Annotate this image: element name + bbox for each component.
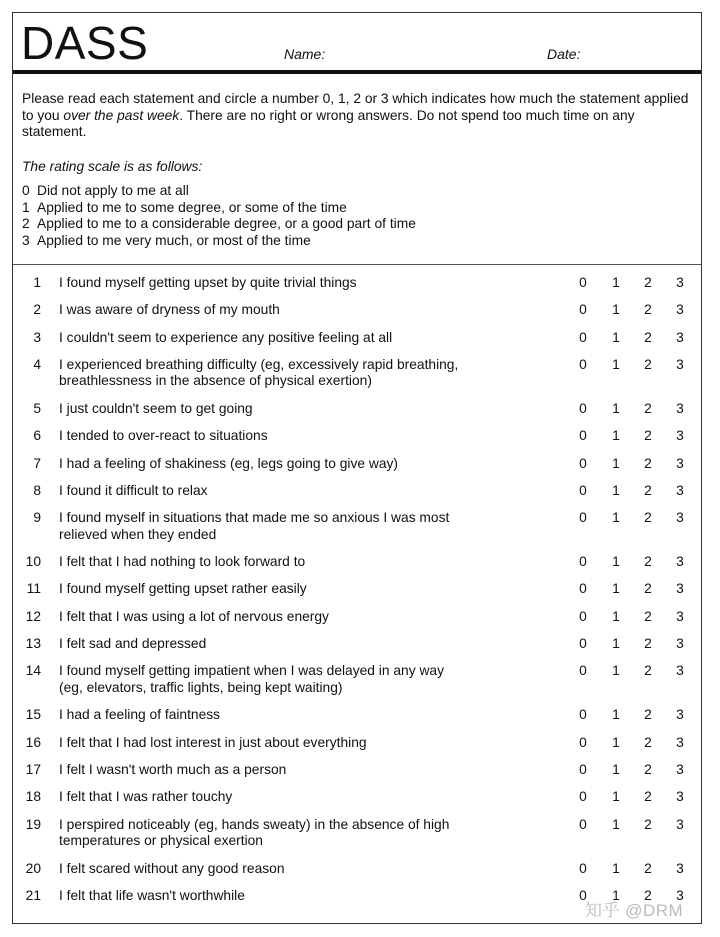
rating-option-2[interactable]: 2 (644, 761, 652, 777)
form-header (13, 13, 701, 71)
rating-option-2[interactable]: 2 (644, 707, 652, 723)
statement-line: I felt scared without any good reason (59, 860, 285, 876)
rating-option-1[interactable]: 1 (612, 887, 620, 903)
scale-number: 2 (22, 216, 30, 231)
rating-option-1[interactable]: 1 (612, 428, 620, 444)
rating-option-0[interactable]: 0 (579, 734, 587, 750)
section-divider (13, 264, 701, 265)
statement-text (59, 401, 499, 418)
statement-line: I perspired noticeably (eg, hands sweaty) in the absence of high (59, 816, 450, 832)
statement-number: 19 (25, 816, 41, 832)
rating-option-1[interactable]: 1 (612, 734, 620, 750)
rating-option-2[interactable]: 2 (644, 275, 652, 290)
statement-line: temperatures or physical exertion (59, 833, 263, 848)
rating-option-0[interactable]: 0 (579, 707, 587, 723)
rating-option-2[interactable]: 2 (644, 554, 652, 570)
rating-option-3[interactable]: 3 (676, 554, 684, 570)
rating-option-0[interactable]: 0 (579, 608, 587, 624)
instructions-part-2: . There are no right or wrong answers. Do not spend too much time on any statement. (22, 107, 635, 139)
statement-number: 2 (33, 302, 41, 318)
rating-option-0[interactable]: 0 (579, 887, 587, 903)
rating-option-3[interactable]: 3 (676, 329, 684, 345)
statement-text (59, 483, 499, 500)
rating-scale-list (22, 183, 694, 249)
scale-row (22, 233, 694, 250)
rating-option-0[interactable]: 0 (579, 510, 587, 526)
rating-option-0[interactable]: 0 (579, 761, 587, 777)
rating-option-0[interactable]: 0 (579, 356, 587, 372)
rating-option-2[interactable]: 2 (644, 400, 652, 416)
statement-text (59, 275, 499, 292)
statement-line: I felt that I was using a lot of nervous energy (59, 608, 329, 624)
scale-text: Applied to me to some degree, or some of the time (37, 199, 347, 215)
rating-option-2[interactable]: 2 (644, 581, 652, 597)
statement-number: 10 (25, 554, 41, 570)
instructions-text (22, 91, 694, 141)
scale-heading: The rating scale is as follows: (22, 158, 203, 174)
scale-number: 3 (22, 232, 30, 248)
instructions-part-1: Please read each statement and circle a number 0, 1, 2 or 3 which indicates how much the statement applied to you (22, 91, 689, 123)
statement-line: I felt I wasn't worth much as a person (59, 761, 287, 777)
rating-option-3[interactable]: 3 (676, 608, 684, 624)
rating-option-0[interactable]: 0 (579, 554, 587, 570)
statement-line: I found it difficult to relax (59, 482, 208, 498)
rating-option-2[interactable]: 2 (644, 356, 652, 372)
scale-text: Did not apply to me at all (37, 183, 189, 198)
statement-line: I experienced breathing difficulty (eg, excessively rapid breathing, (59, 356, 459, 372)
rating-option-1[interactable]: 1 (612, 510, 620, 526)
statement-text (59, 609, 499, 626)
statement-number: 7 (33, 455, 41, 471)
rating-option-3[interactable]: 3 (676, 302, 684, 318)
rating-option-0[interactable]: 0 (579, 329, 587, 345)
date-label: Date: (547, 46, 581, 62)
statement-line: I felt sad and depressed (59, 636, 207, 651)
statement-number: 6 (33, 428, 41, 444)
rating-option-2[interactable]: 2 (644, 302, 652, 318)
statement-line: I found myself in situations that made me so anxious I was most (59, 510, 450, 526)
statement-text (59, 789, 499, 806)
rating-option-2[interactable]: 2 (644, 329, 652, 345)
rating-option-1[interactable]: 1 (612, 554, 620, 570)
rating-option-2[interactable]: 2 (644, 636, 652, 651)
rating-option-1[interactable]: 1 (612, 663, 620, 679)
rating-option-2[interactable]: 2 (644, 734, 652, 750)
statement-number: 4 (33, 356, 41, 372)
rating-option-3[interactable]: 3 (676, 663, 684, 679)
statement-number: 17 (25, 761, 41, 777)
rating-option-1[interactable]: 1 (612, 860, 620, 876)
rating-option-1[interactable]: 1 (612, 400, 620, 416)
statement-text (59, 428, 499, 445)
statement-line: I had a feeling of shakiness (eg, legs going to give way) (59, 455, 398, 471)
statement-text (59, 817, 499, 850)
statement-text (59, 663, 499, 696)
rating-option-0[interactable]: 0 (579, 302, 587, 318)
rating-option-2[interactable]: 2 (644, 816, 652, 832)
watermark: 知乎 @DRM (585, 901, 684, 920)
rating-option-3[interactable]: 3 (676, 860, 684, 876)
statement-number: 13 (25, 636, 41, 651)
statement-text (59, 330, 499, 347)
rating-option-1[interactable]: 1 (612, 275, 620, 290)
instructions-section (22, 91, 694, 249)
statement-line: (eg, elevators, traffic lights, being kept waiting) (59, 679, 343, 695)
scale-number: 0 (22, 183, 30, 198)
statement-text (59, 762, 499, 779)
rating-option-3[interactable]: 3 (676, 816, 684, 832)
statement-line: I couldn't seem to experience any positive feeling at all (59, 329, 393, 345)
statement-number: 3 (33, 329, 41, 345)
rating-option-3[interactable]: 3 (676, 789, 684, 805)
rating-option-0[interactable]: 0 (579, 816, 587, 832)
scale-number: 1 (22, 199, 30, 215)
name-label: Name: (284, 46, 326, 62)
rating-option-3[interactable]: 3 (676, 455, 684, 471)
rating-option-2[interactable]: 2 (644, 860, 652, 876)
statement-text (59, 888, 499, 905)
rating-option-3[interactable]: 3 (676, 581, 684, 597)
rating-option-2[interactable]: 2 (644, 428, 652, 444)
rating-option-0[interactable]: 0 (579, 636, 587, 651)
statement-number: 21 (25, 887, 41, 903)
instructions-emphasis: over the past week (63, 107, 180, 123)
statement-number: 9 (33, 510, 41, 526)
rating-option-3[interactable]: 3 (676, 887, 684, 903)
rating-option-3[interactable]: 3 (676, 482, 684, 498)
rating-option-0[interactable]: 0 (579, 275, 587, 290)
rating-option-1[interactable]: 1 (612, 636, 620, 651)
rating-option-3[interactable]: 3 (676, 761, 684, 777)
scale-row (22, 200, 694, 217)
rating-option-1[interactable]: 1 (612, 581, 620, 597)
rating-option-1[interactable]: 1 (612, 789, 620, 805)
statement-number: 20 (25, 860, 41, 876)
statement-number: 11 (26, 581, 41, 597)
rating-option-1[interactable]: 1 (612, 356, 620, 372)
rating-option-0[interactable]: 0 (579, 455, 587, 471)
statement-line: I found myself getting impatient when I was delayed in any way (59, 663, 444, 679)
statement-number: 18 (25, 789, 41, 805)
statement-line: breathlessness in the absence of physical exertion) (59, 373, 372, 389)
rating-option-0[interactable]: 0 (579, 789, 587, 805)
rating-option-0[interactable]: 0 (579, 860, 587, 876)
statement-line: I just couldn't seem to get going (59, 400, 253, 416)
statement-number: 8 (33, 482, 41, 498)
statement-number: 1 (33, 275, 41, 290)
rating-option-2[interactable]: 2 (644, 510, 652, 526)
statement-line: I felt that I had lost interest in just about everything (59, 734, 367, 750)
statement-text (59, 357, 499, 390)
scale-text: Applied to me very much, or most of the time (37, 232, 311, 248)
statement-line: I had a feeling of faintness (59, 707, 221, 723)
rating-option-3[interactable]: 3 (676, 356, 684, 372)
rating-option-2[interactable]: 2 (644, 608, 652, 624)
rating-option-3[interactable]: 3 (676, 400, 684, 416)
rating-option-2[interactable]: 2 (644, 455, 652, 471)
rating-option-1[interactable]: 1 (612, 816, 620, 832)
rating-option-0[interactable]: 0 (579, 482, 587, 498)
rating-option-1[interactable]: 1 (612, 302, 620, 318)
rating-option-0[interactable]: 0 (579, 400, 587, 416)
rating-option-2[interactable]: 2 (644, 663, 652, 679)
rating-option-2[interactable]: 2 (644, 482, 652, 498)
rating-option-0[interactable]: 0 (579, 581, 587, 597)
rating-option-3[interactable]: 3 (676, 636, 684, 651)
rating-option-2[interactable]: 2 (644, 887, 652, 903)
rating-option-3[interactable]: 3 (676, 428, 684, 444)
statement-text (59, 554, 499, 571)
statement-text (59, 735, 499, 752)
statement-line: I felt that I was rather touchy (59, 789, 233, 805)
rating-option-3[interactable]: 3 (676, 510, 684, 526)
rating-option-1[interactable]: 1 (612, 608, 620, 624)
rating-option-3[interactable]: 3 (676, 734, 684, 750)
statement-text (59, 302, 499, 319)
rating-option-2[interactable]: 2 (644, 789, 652, 805)
rating-option-1[interactable]: 1 (612, 707, 620, 723)
scale-row (22, 183, 694, 200)
rating-option-1[interactable]: 1 (612, 761, 620, 777)
statement-number: 5 (33, 400, 41, 416)
statement-number: 14 (25, 663, 41, 679)
scale-row (22, 216, 694, 233)
dass-form (12, 12, 702, 924)
statement-line: I found myself getting upset rather easily (59, 581, 307, 597)
scale-text: Applied to me to a considerable degree, or a good part of time (37, 216, 416, 231)
rating-option-0[interactable]: 0 (579, 663, 587, 679)
statement-text (59, 510, 499, 543)
statement-number: 16 (25, 734, 41, 750)
statement-text (59, 707, 499, 724)
statement-line: I felt that I had nothing to look forward to (59, 554, 306, 570)
statement-line: I was aware of dryness of my mouth (59, 302, 280, 318)
statement-line: I tended to over-react to situations (59, 428, 268, 444)
statement-number: 15 (25, 707, 41, 723)
statement-text (59, 636, 499, 653)
statement-text (59, 861, 499, 878)
rating-option-3[interactable]: 3 (676, 707, 684, 723)
rating-option-3[interactable]: 3 (676, 275, 684, 290)
form-title: DASS (21, 17, 149, 69)
statement-line: I found myself getting upset by quite trivial things (59, 275, 357, 290)
rating-option-0[interactable]: 0 (579, 428, 587, 444)
statement-text (59, 581, 499, 598)
statement-line: I felt that life wasn't worthwhile (59, 887, 245, 903)
rating-option-1[interactable]: 1 (612, 329, 620, 345)
rating-option-1[interactable]: 1 (612, 455, 620, 471)
statement-line: relieved when they ended (59, 526, 217, 542)
header-divider (13, 70, 701, 74)
statement-number: 12 (25, 608, 41, 624)
rating-option-1[interactable]: 1 (612, 482, 620, 498)
statement-text (59, 456, 499, 473)
